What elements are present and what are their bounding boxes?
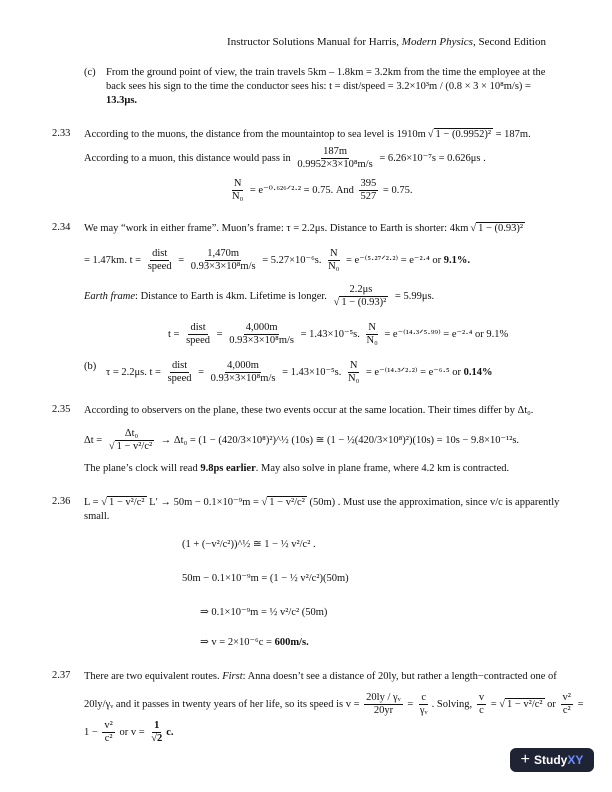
p235-line3 — [84, 462, 509, 476]
p233-line2 — [84, 146, 486, 171]
page-header — [227, 36, 546, 48]
part-c-answer: 13.3μs. — [106, 95, 138, 106]
logo-study: Study — [533, 753, 568, 767]
p234-l2e: = e⁻⁽⁵·²⁷ᐟ²·²⁾ = e⁻²·⁴ or — [343, 254, 444, 266]
plus-icon: + — [520, 751, 530, 768]
p234-frac6-num: dist — [171, 360, 188, 371]
p233-ratio2 — [359, 178, 379, 203]
p236-line1: L = √ 1 − v²/c² L′ → 50m − 0.1×10⁻⁹m = √ 1 − v²/c² (50m) . Must use the approximation, since v/c is apparently — [84, 497, 560, 508]
p237-l1a: There are two equivalent routes. — [84, 671, 223, 682]
p234-l3c: = 5.99μs. — [392, 290, 435, 302]
p236-sqrt1: 1 − v²/c² — [108, 497, 145, 508]
p234-part-b-label: (b) — [84, 361, 97, 372]
p234-l4a: t = — [168, 328, 180, 340]
p234-l5-eq: = — [195, 366, 205, 378]
p236-l1b: L′ → 50m − 0.1×10⁻⁹m = — [146, 497, 259, 508]
p237-line2: 20ly/γᵥ and it passes in twenty years of her life, so its speed is v = $\frac{\text{20ly / γᵥ}}{20yr}$ = $\frac{c}{\text{γᵥ}}$ . Solving, $\frac{v}{c}$ = √ 1 − v²/c² or $\frac{\text{v²}}{\text{c²}}$ = — [84, 692, 584, 716]
p234-l4c: = 1.43×10⁻⁵s. — [298, 328, 360, 340]
p234-earth-frame: Earth frame — [84, 290, 136, 302]
p234-frac4-den: speed — [186, 335, 211, 346]
header-book-title: Modern Physics — [401, 36, 473, 48]
p234-line4 — [168, 322, 508, 347]
p236-e4a: ⇒ v = 2×10⁻⁶c = — [200, 637, 275, 648]
p235-l2a: Δt = — [84, 434, 103, 446]
p234-l2a: = 1.47km. t = — [84, 254, 142, 266]
p233-ratio-n0: N₀ — [232, 191, 244, 202]
p237-frac2-num: c — [421, 692, 427, 703]
p234-ratio3-n: N — [349, 360, 358, 371]
p234-frac7 — [209, 360, 278, 385]
p234-line1: We may “work in either frame”. Muon’s frame: τ = 2.2μs. Distance to Earth is shorter: 4km √ 1 − (0.93)² — [84, 223, 524, 234]
p233-line3 — [228, 178, 412, 203]
p233-ratio2-den: 527 — [360, 191, 377, 202]
p234-frac7-num: 4,000m — [227, 360, 259, 371]
p234-frac4-num: dist — [190, 322, 206, 333]
p234-ratio3-n0: N₀ — [348, 373, 360, 384]
p237-frac1-num: 20ly / γᵥ — [366, 692, 401, 703]
p235-l2b: → Δt₀ = (1 − (420/3×10⁸)²)^½ (10s) ≅ (1 − ½(420/3×10⁸)²)(10s) = 10s − 9.8×10⁻¹²s. — [158, 434, 520, 446]
p234-ratio-n: N — [329, 248, 338, 259]
p234-frac6 — [166, 360, 194, 385]
p237-vc2: $\frac{\text{v²}}{\text{c²}}$ — [562, 692, 571, 716]
p234-frac5-den: 0.93×3×10⁸m/s — [229, 335, 294, 346]
p237-ans-num: 1 — [154, 720, 160, 731]
header-suffix: , Second Edition — [472, 36, 546, 48]
p237-vc: $\frac{v}{c}$ — [478, 692, 485, 716]
p234-frac3 — [332, 284, 391, 309]
p234-frac5 — [227, 322, 296, 347]
p234-answer1: 9.1%. — [443, 254, 471, 266]
p233-line1-end: = 187m. — [492, 129, 531, 140]
p234-l2c: = 5.27×10⁻⁶s. — [259, 254, 322, 266]
part-c-label: (c) — [84, 67, 96, 78]
p233-fraction — [295, 146, 374, 171]
p236-l1a: L = — [84, 497, 99, 508]
p237-l1c: : Anna doesn’t see a distance of 20ly, but rather a length−contracted one of — [242, 671, 557, 682]
p233-frac-num: 187m — [323, 146, 347, 157]
p234-frac1-num: dist — [152, 248, 168, 259]
p235-frac-den: √ 1 − v²/c² — [108, 441, 153, 452]
part-c-line1: From the ground point of view, the train travels 5km – 1.8km = 3.2km from the time the employee at the — [106, 67, 546, 78]
p236-eq1: (1 + (−v²/c²))^½ ≅ 1 − ½ v²/c² . — [182, 539, 316, 550]
p235-line2 — [84, 428, 519, 453]
p237-frac2-den: γᵥ — [419, 705, 428, 716]
p236-sqrt2: 1 − v²/c² — [269, 497, 305, 508]
p234-l2b: = — [175, 254, 185, 266]
problem-236-number: 2.36 — [52, 496, 71, 507]
p234-l5e: = e⁻⁽¹⁴·³ᐟ²·²⁾ = e⁻⁶·⁵ or — [363, 366, 464, 378]
studyxy-logo — [510, 748, 594, 772]
p237-sqrt: 1 − v²/c² — [507, 698, 543, 710]
p237-answer-frac — [149, 720, 164, 745]
p237-l2a: 20ly/γᵥ and it passes in twenty years of her life, so its speed is v = — [84, 698, 360, 710]
p234-l3b: : Distance to Earth is 4km. Lifetime is longer. — [135, 290, 327, 302]
p236-eq3: ⇒ 0.1×10⁻⁹m = ½ v²/c² (50m) — [200, 607, 328, 618]
p234-frac2 — [189, 248, 258, 273]
p237-l2c: . Solving, — [431, 698, 473, 710]
p235-frac-num: Δt₀ — [124, 428, 139, 439]
p234-frac3-den: √ 1 − (0.93)² — [333, 297, 387, 308]
p234-ratio2-n0: N₀ — [366, 335, 378, 346]
p237-frac1 — [364, 692, 403, 717]
p233-ratio — [230, 178, 245, 203]
p234-answer2: 0.14% — [463, 366, 493, 378]
p234-l4-eq: = — [214, 328, 223, 340]
p233-line2-end: = 6.26×10⁻⁷s = 0.626μs . — [376, 152, 486, 164]
p233-line1: According to the muons, the distance from the mountaintop to sea level is 1910m √ 1 − (0.9952)² = 187m. — [84, 129, 531, 140]
p236-line2: small. — [84, 511, 110, 522]
p234-ratio3 — [346, 360, 361, 385]
problem-233-number: 2.33 — [52, 128, 71, 139]
p236-eq4 — [200, 636, 309, 650]
p235-l3c: . May also solve in plane frame, where 4.2 km is contracted. — [255, 463, 510, 474]
p234-line5 — [106, 360, 493, 385]
p234-frac2-den: 0.93×3×10⁸m/s — [190, 261, 256, 272]
p237-line3 — [84, 720, 174, 745]
p235-line1: According to observers on the plane, these two events occur at the same location. Their times differ by Δt₀. — [84, 405, 534, 416]
p237-vc3: $\frac{\text{v²}}{\text{c²}}$ — [104, 720, 113, 744]
p234-frac3-sqrt: 1 − (0.93)² — [341, 297, 387, 308]
p234-sqrt: 1 − (0.93)² — [478, 223, 524, 234]
p237-l3b: or v = — [119, 726, 145, 738]
p237-frac1-den: 20yr — [373, 705, 394, 716]
p236-eq2: 50m − 0.1×10⁻⁹m = (1 − ½ v²/c²)(50m) — [182, 573, 349, 584]
p233-frac-den: 0.9952×3×10⁸m/s — [297, 159, 373, 170]
p234-l4e: = e⁻⁽¹⁴·³ᐟ⁵·⁹⁹⁾ = e⁻²·⁴ or 9.1% — [381, 328, 509, 340]
p234-ratio-n0: N₀ — [328, 261, 340, 272]
p233-ratio-n: N — [233, 178, 242, 189]
logo-xy: XY — [567, 753, 584, 767]
p234-ratio — [326, 248, 341, 273]
p233-ratio2-end: = 0.75. — [380, 184, 413, 196]
p234-frac3-num: 2.2μs — [349, 284, 373, 295]
p235-answer: 9.8ps earlier — [200, 463, 256, 474]
p234-ratio2 — [365, 322, 380, 347]
p237-first: First — [222, 671, 243, 682]
p234-line3 — [84, 284, 434, 309]
p234-frac4 — [184, 322, 212, 347]
header-prefix: Instructor Solutions Manual for Harris, — [227, 36, 402, 48]
p233-line1-text: According to the muons, the distance from the mountaintop to sea level is 1910m — [84, 129, 426, 140]
p237-l3a: 1 − — [84, 726, 98, 738]
problem-237-number: 2.37 — [52, 670, 71, 681]
problem-234-number: 2.34 — [52, 222, 71, 233]
p234-l5a: τ = 2.2μs. t = — [106, 366, 161, 378]
p233-sqrt: 1 − (0.9952)² — [435, 129, 491, 140]
p237-or: or — [547, 698, 556, 710]
p234-line2 — [84, 248, 470, 273]
p234-frac6-den: speed — [167, 373, 192, 384]
p234-line1-text: We may “work in either frame”. Muon’s frame: τ = 2.2μs. Distance to Earth is shorter: 4km — [84, 223, 469, 234]
p236-answer: 600m/s. — [274, 637, 309, 648]
p234-ratio2-n: N — [368, 322, 376, 333]
p233-line2-text: According to a muon, this distance would pass in — [84, 152, 291, 164]
p234-frac5-num: 4,000m — [245, 322, 278, 333]
p235-frac — [107, 428, 156, 453]
p234-frac7-den: 0.93×3×10⁸m/s — [210, 373, 276, 384]
p235-l3a: The plane’s clock will read — [84, 463, 201, 474]
p234-frac1 — [146, 248, 174, 273]
p237-answer: c. — [166, 726, 174, 738]
p237-line1 — [84, 670, 557, 684]
p234-frac1-den: speed — [147, 261, 172, 272]
problem-235-number: 2.35 — [52, 404, 71, 415]
part-c-line2: back sees his sign to the time the conductor sees his: t = dist/speed = 3.2×10³m / (0.8 × 3 × 10⁸m/s) = — [106, 81, 531, 92]
p235-frac-sqrt: 1 − v²/c² — [116, 441, 153, 452]
p233-ratio2-num: 395 — [360, 178, 377, 189]
p237-frac2 — [418, 692, 430, 717]
p233-exp: = e⁻⁰·⁶²⁶ᐟ²·² = 0.75. And — [247, 184, 354, 196]
p234-l5c: = 1.43×10⁻⁵s. — [279, 366, 342, 378]
p234-frac2-num: 1,470m — [207, 248, 240, 259]
p237-l2b: = — [404, 698, 414, 710]
p237-ans-den: √2 — [151, 733, 163, 744]
p236-l1c: (50m) . Must use the approximation, since v/c is apparently — [306, 497, 560, 508]
